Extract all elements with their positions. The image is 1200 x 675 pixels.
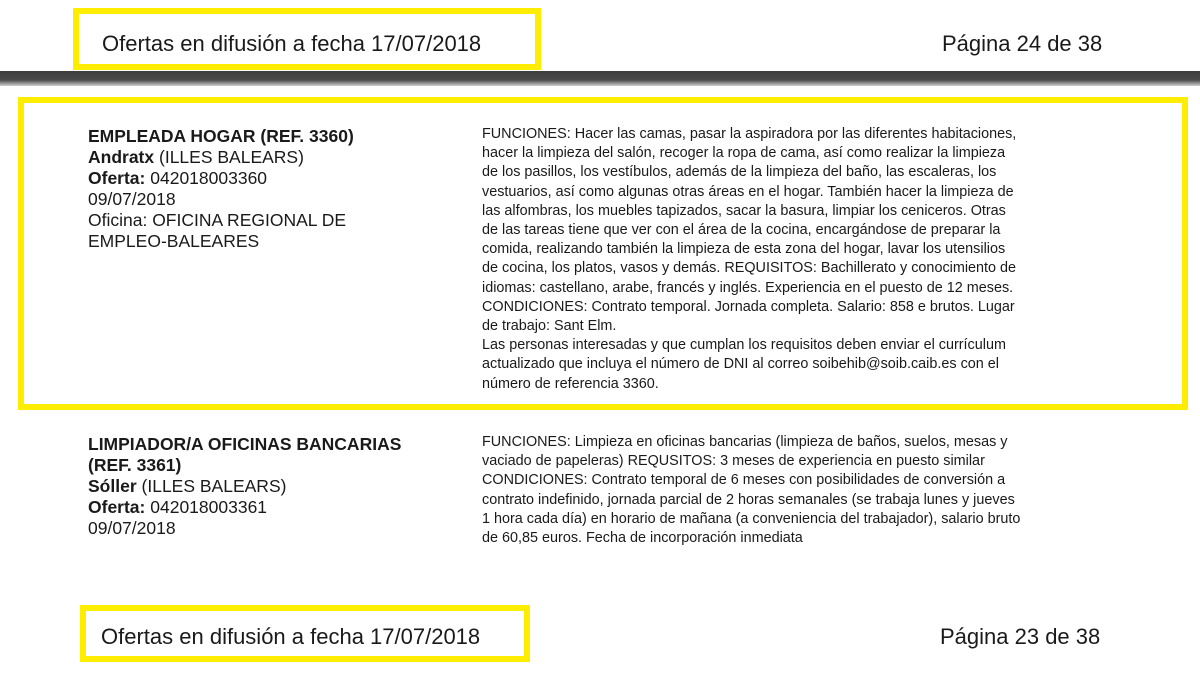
- offer-number: Oferta: 042018003361: [88, 497, 268, 517]
- offer-description: [482, 433, 1122, 548]
- description-line: 1 hora cada día) en horario de mañana (a conveniencia del trabajador), salario bruto: [482, 510, 1021, 527]
- offer-location: Sóller (ILLES BALEARS): [88, 476, 287, 496]
- header-rule: [0, 71, 1200, 86]
- description-line: FUNCIONES: Hacer las camas, pasar la aspiradora por las diferentes habitaciones,: [482, 126, 1017, 142]
- offer-summary: [88, 126, 458, 252]
- description-line: CONDICIONES: Contrato temporal de 6 meses con posibilidades de conversión a: [482, 472, 1006, 489]
- offer-number: Oferta: 042018003360: [88, 168, 268, 188]
- header-title: Ofertas en difusión a fecha 17/07/2018: [102, 31, 482, 56]
- offer-office-cont: EMPLEO-BALEARES: [88, 231, 260, 251]
- description-line: de trabajo: Sant Elm.: [482, 318, 617, 335]
- description-line: hacer la limpieza del salón, recoger la ropa de cama, así como realizar la limpieza: [482, 145, 1006, 162]
- offer-title-cont: (REF. 3361): [88, 455, 182, 475]
- offer-date: 09/07/2018: [88, 518, 176, 538]
- description-line: de las tareas tiene que ver con el área de la cocina, encargándose de preparar la: [482, 222, 1001, 239]
- description-line: FUNCIONES: Limpieza en oficinas bancarias (limpieza de baños, suelos, mesas y: [482, 434, 1008, 450]
- description-line: actualizado que incluya el número de DNI al correo soibehib@soib.caib.es con el: [482, 356, 999, 373]
- description-line: CONDICIONES: Contrato temporal. Jornada completa. Salario: 858 e brutos. Lugar: [482, 298, 1015, 315]
- description-line: de cocina, los platos, vasos y demás. REQUISITOS: Bachillerato y conocimiento de: [482, 260, 1017, 277]
- footer-page-number: Página 23 de 38: [940, 624, 1101, 649]
- offer-description: [482, 125, 1122, 394]
- footer-title: Ofertas en difusión a fecha 17/07/2018: [101, 624, 481, 649]
- offer-title: EMPLEADA HOGAR (REF. 3360): [88, 126, 354, 146]
- offer-office: Oficina: OFICINA REGIONAL DE: [88, 210, 347, 230]
- description-line: comida, realizando también la limpieza de esta zona del hogar, lavar los utensilios: [482, 241, 1006, 258]
- description-line: de 60,85 euros. Fecha de incorporación inmediata: [482, 530, 803, 547]
- offer-title: LIMPIADOR/A OFICINAS BANCARIAS: [88, 434, 402, 454]
- description-line: contrato indefinido, jornada parcial de 2 horas semanales (se trabaja lunes y jueves: [482, 491, 1015, 508]
- description-line: número de referencia 3360.: [482, 375, 659, 392]
- description-line: de los pasillos, los vestíbulos, además de la limpieza del baño, las escaleras, los: [482, 164, 997, 181]
- page-number: Página 24 de 38: [942, 31, 1103, 56]
- offer-summary: [88, 434, 458, 539]
- description-line: vaciado de papeleras) REQUSITOS: 3 meses de experiencia en puesto similar: [482, 453, 985, 470]
- description-line: idiomas: castellano, arabe, francés y inglés. Experiencia en el puesto de 12 meses.: [482, 279, 1014, 296]
- description-line: vestuarios, así como algunas otras áreas en el hogar. También hacer la limpieza de: [482, 183, 1014, 200]
- description-line: Las personas interesadas y que cumplan los requisitos deben enviar el currículum: [482, 337, 1006, 354]
- offer-location: Andratx (ILLES BALEARS): [88, 147, 304, 167]
- description-line: las alfombras, los muebles tapizados, sacar la basura, limpiar los ceniceros. Otras: [482, 202, 1006, 219]
- offer-date: 09/07/2018: [88, 189, 176, 209]
